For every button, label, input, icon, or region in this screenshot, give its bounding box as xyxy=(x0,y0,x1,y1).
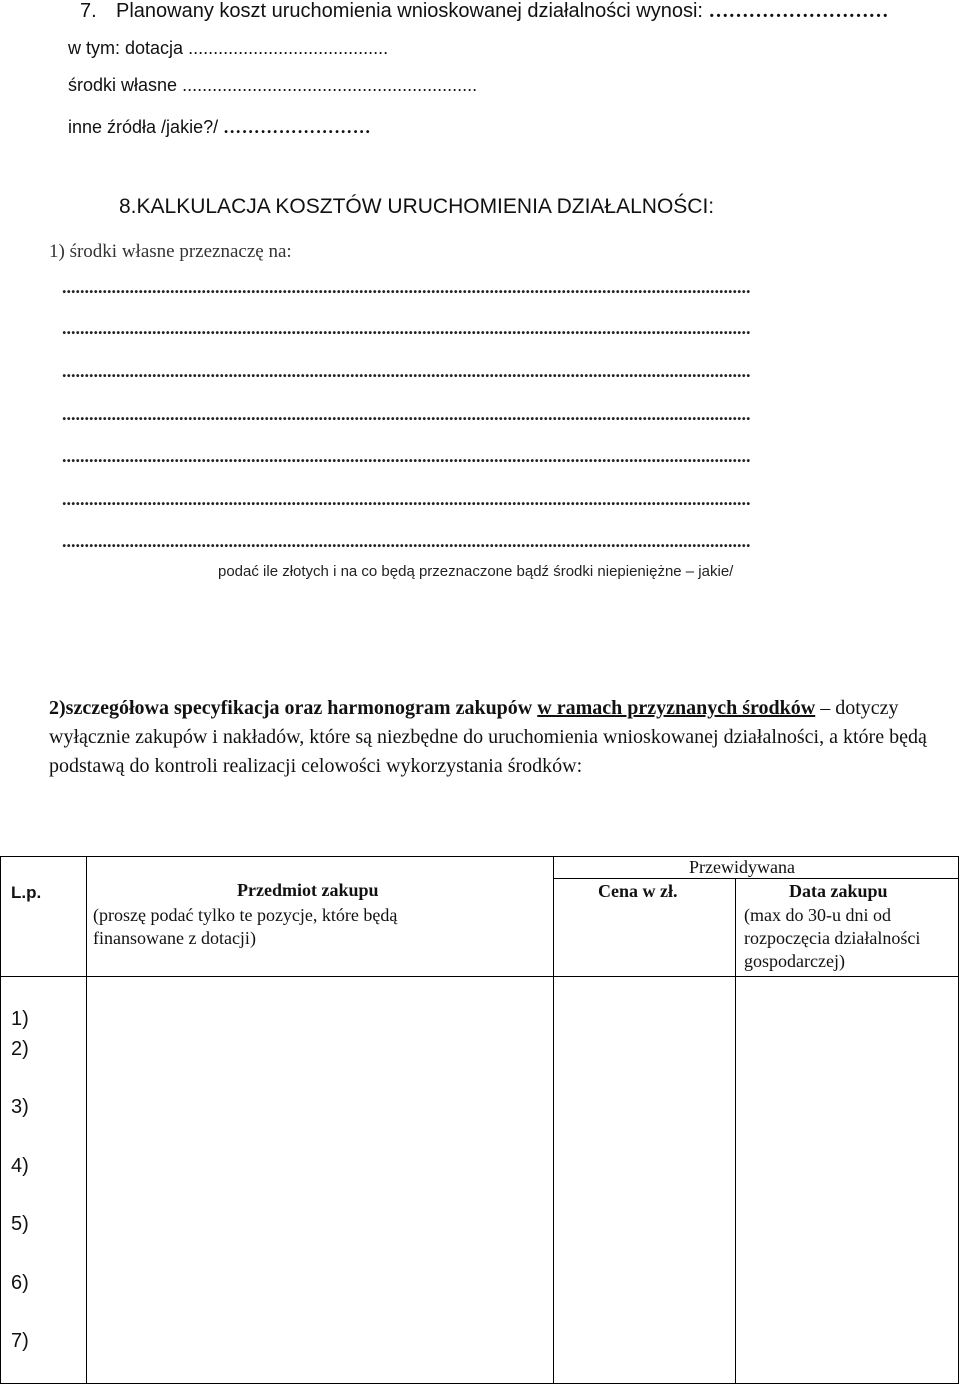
specification-paragraph xyxy=(49,694,929,781)
fill-line[interactable]: ......................................................................................................................................................... xyxy=(62,277,751,297)
subsidy-dots[interactable]: ........................................ xyxy=(188,38,389,58)
fill-line[interactable]: ......................................................................................................................................................... xyxy=(62,489,751,509)
section-7-heading xyxy=(80,0,889,23)
subsidy-label: w tym: dotacja xyxy=(68,38,184,58)
col-header-item-note: (proszę podać tylko te pozycje, które będą finansowane z dotacji) xyxy=(93,905,398,948)
row-number: 1) xyxy=(11,1008,29,1030)
table-border xyxy=(735,878,736,1384)
fill-line[interactable]: ......................................................................................................................................................... xyxy=(62,531,751,551)
table-border xyxy=(0,856,959,857)
col-header-date-note: (max do 30-u dni od rozpoczęcia działalności gospodarczej) xyxy=(744,905,921,971)
section-7-heading-dots: ……………………… xyxy=(708,0,889,22)
table-border xyxy=(553,856,554,1384)
group-header-planned: Przewidywana xyxy=(689,857,795,877)
table-border xyxy=(0,976,959,977)
row-number: 2) xyxy=(11,1038,29,1060)
fill-line[interactable]: ......................................................................................................................................................... xyxy=(62,446,751,466)
row-number: 4) xyxy=(11,1155,29,1177)
row-number: 7) xyxy=(11,1330,29,1352)
other-sources-dots[interactable]: …………………… xyxy=(223,117,372,137)
section-7-number: 7. xyxy=(80,0,97,22)
specification-heading: 2)szczegółowa specyfikacja oraz harmonogram zakupów xyxy=(49,697,538,719)
table-border xyxy=(553,878,959,879)
table-border xyxy=(0,856,1,1384)
row-number: 6) xyxy=(11,1272,29,1294)
row-number: 3) xyxy=(11,1096,29,1118)
section-7-heading-text: Planowany koszt uruchomienia wnioskowanej działalności wynosi: xyxy=(116,0,703,22)
section-8-title: 8.KALKULACJA KOSZTÓW URUCHOMIENIA DZIAŁALNOŚCI: xyxy=(119,195,715,218)
fill-line[interactable]: ......................................................................................................................................................... xyxy=(62,361,751,381)
own-funds-purpose-label: 1) środki własne przeznaczę na: xyxy=(49,241,292,262)
hint-text: podać ile złotych i na co będą przeznaczone bądź środki niepieniężne – jakie/ xyxy=(218,563,734,580)
other-sources-line xyxy=(68,117,371,138)
purchase-table xyxy=(0,856,960,1384)
fill-line[interactable]: ......................................................................................................................................................... xyxy=(62,404,751,424)
table-border xyxy=(86,856,87,1384)
own-funds-line xyxy=(68,75,477,96)
col-header-price: Cena w zł. xyxy=(598,881,678,901)
col-header-item: Przedmiot zakupu xyxy=(237,880,379,900)
fill-line[interactable]: ......................................................................................................................................................... xyxy=(62,318,751,338)
own-funds-dots[interactable]: ........................................................... xyxy=(182,75,478,95)
specification-body: – dotyczy wyłącznie zakupów i nakładów, które są niezbędne do uruchomienia wnioskowanej działalności, a które będą podstawą do kontroli realizacji celowości wykorzystania środków: xyxy=(49,697,927,777)
row-number: 5) xyxy=(11,1213,29,1235)
subsidy-line xyxy=(68,38,388,59)
own-funds-label: środki własne xyxy=(68,75,178,95)
col-header-date: Data zakupu xyxy=(789,881,888,901)
col-header-lp: L.p. xyxy=(11,883,42,902)
specification-heading-underlined: w ramach przyznanych środków xyxy=(537,697,816,719)
other-sources-label: inne źródła /jakie?/ xyxy=(68,117,219,137)
